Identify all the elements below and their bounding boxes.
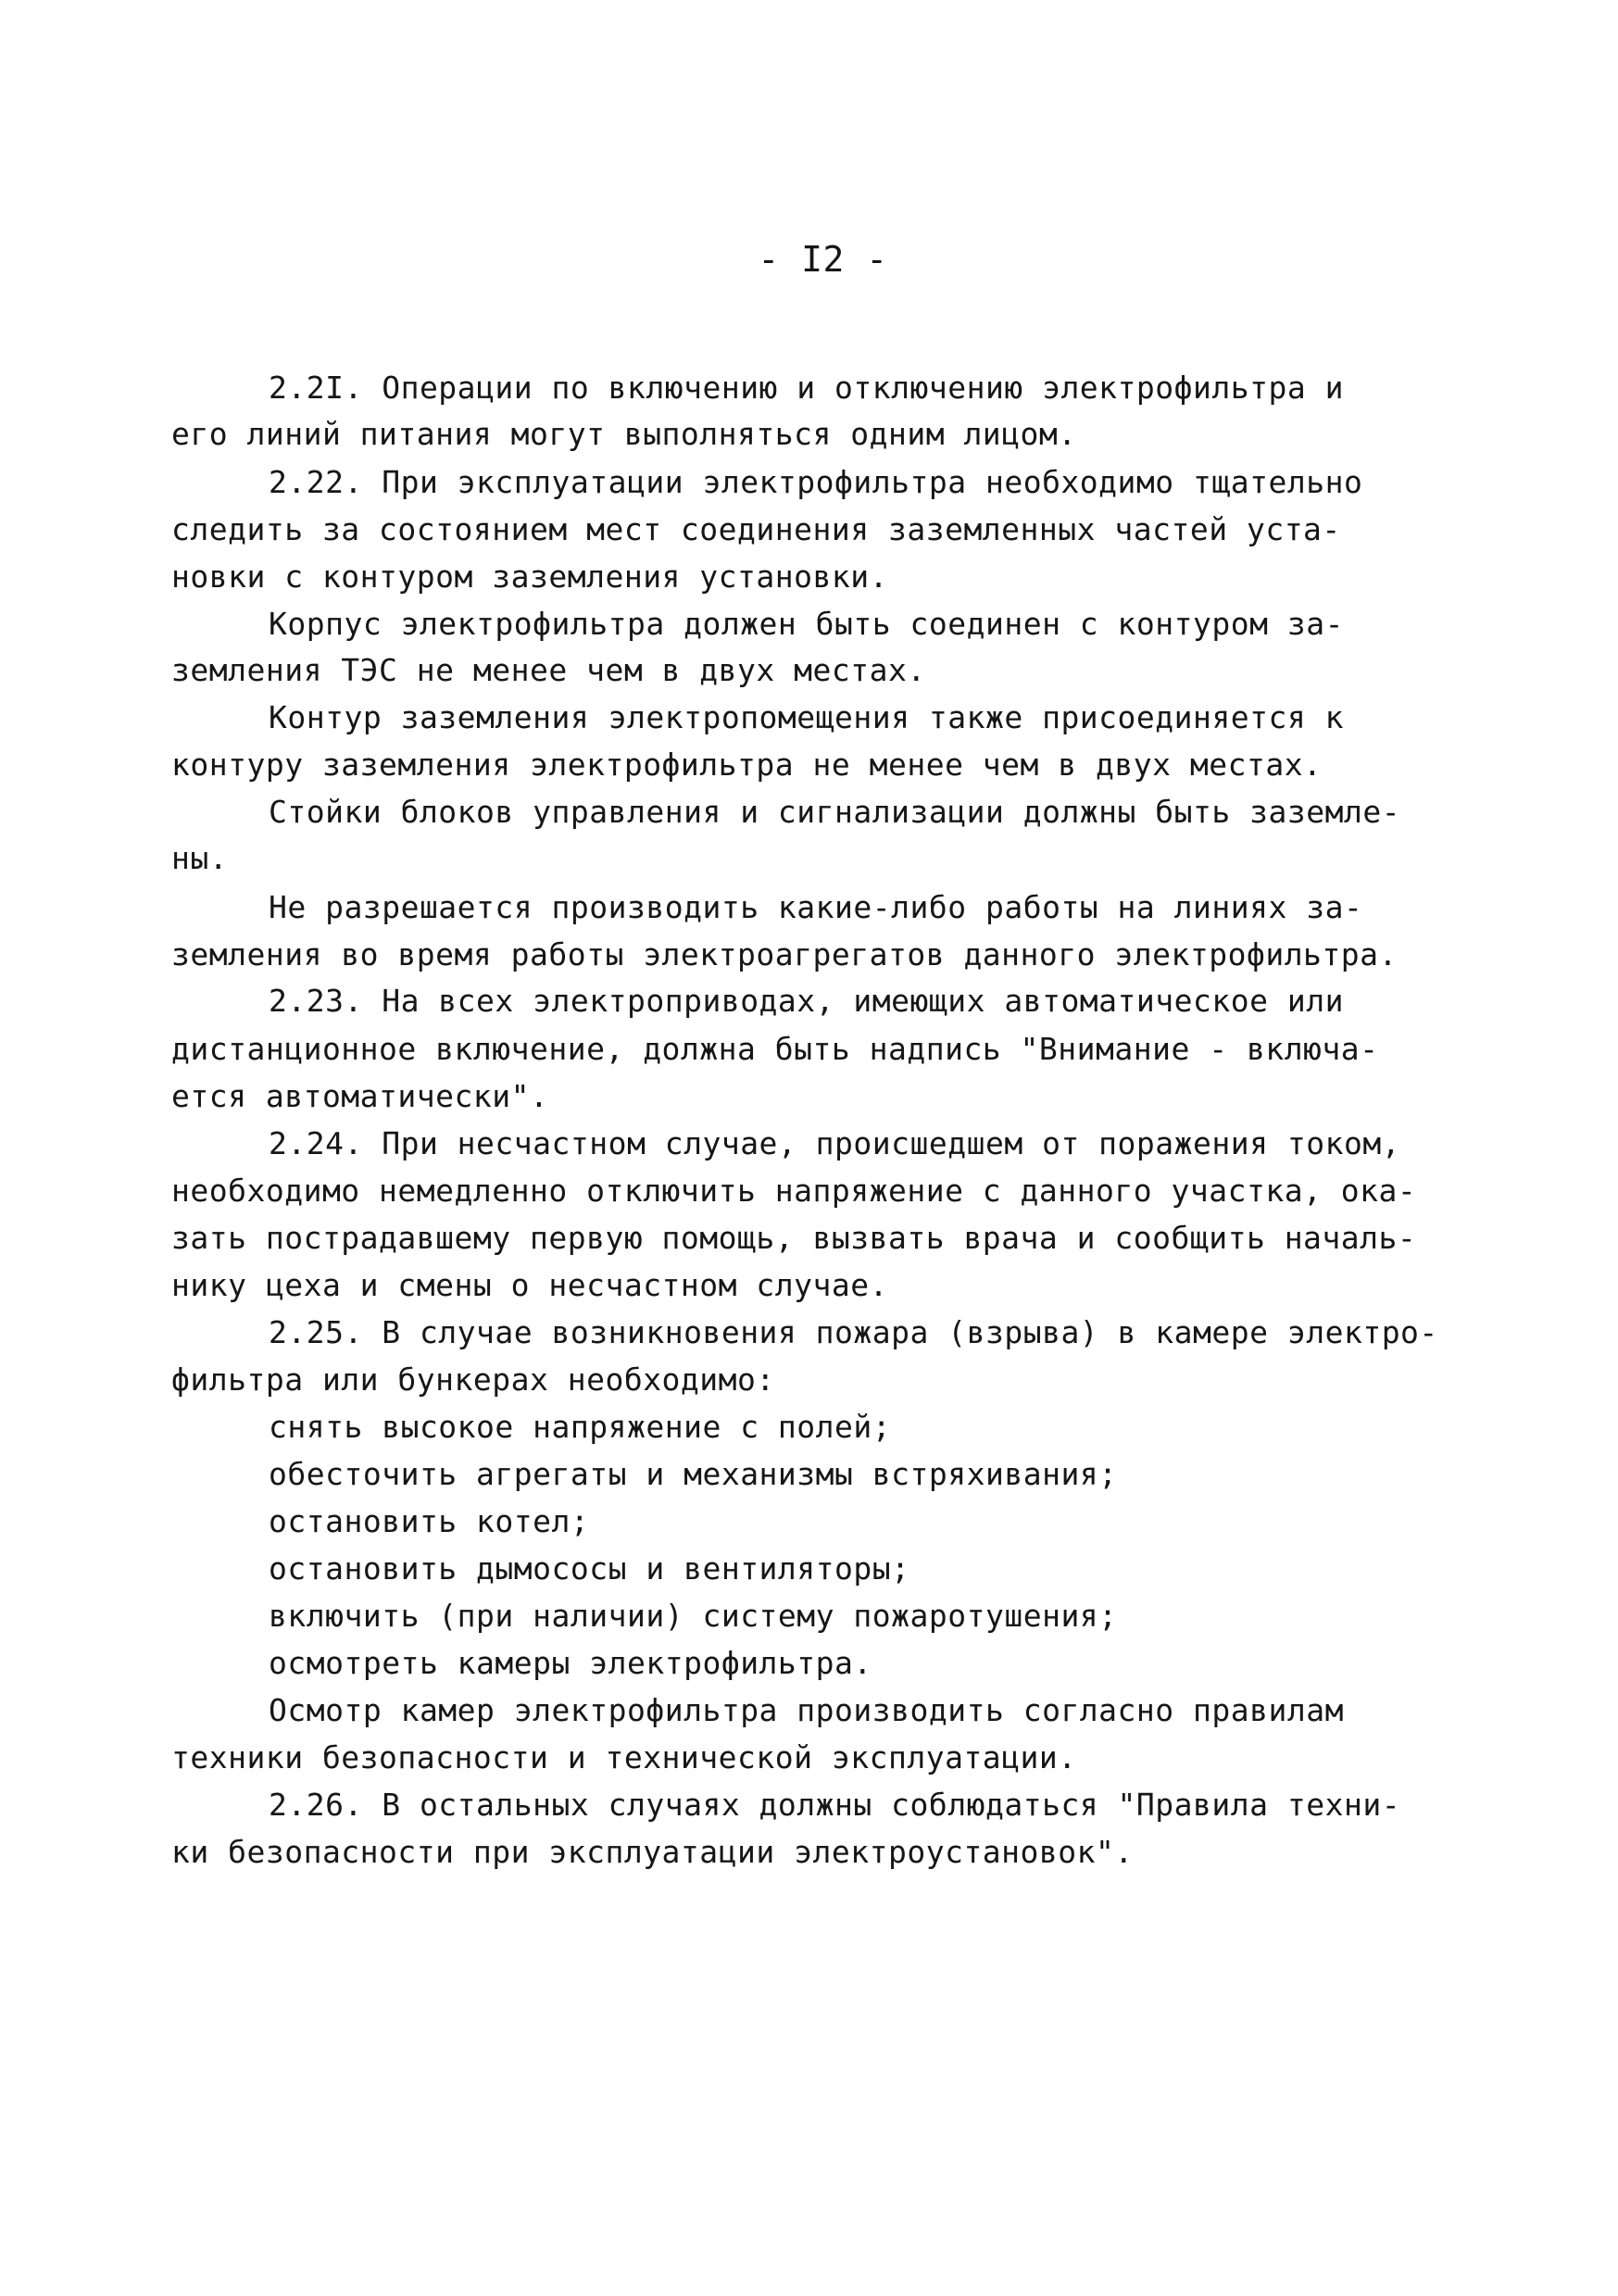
text-line: остановить дымососы и вентиляторы; — [269, 1550, 910, 1587]
text-line: Корпус электрофильтра должен быть соединен с контуром за- — [269, 606, 1344, 642]
text-line: Осмотр камер электрофильтра производить согласно правилам — [269, 1692, 1344, 1728]
text-line: снять высокое напряжение с полей; — [269, 1409, 892, 1445]
text-line: 2.23. На всех электроприводах, имеющих автоматическое или — [269, 983, 1344, 1019]
text-line: остановить котел; — [269, 1503, 590, 1539]
text-line: новки с контуром заземления установки. — [171, 558, 888, 595]
text-line: ны. — [171, 840, 229, 876]
text-line: земления ТЭС не менее чем в двух местах. — [171, 652, 926, 688]
text-line: его линий питания могут выполняться одним лицом. — [171, 416, 1077, 452]
page-number: - I2 - — [758, 239, 888, 280]
text-line: контуру заземления электрофильтра не менее чем в двух местах. — [171, 747, 1323, 783]
text-line: 2.2I. Операции по включению и отключению электрофильтра и — [269, 370, 1344, 406]
text-line: дистанционное включение, должна быть надпись "Внимание - включа- — [171, 1031, 1379, 1067]
text-line: 2.26. В остальных случаях должны соблюдаться "Правила техни- — [269, 1787, 1401, 1823]
text-line: Стойки блоков управления и сигнализации должны быть заземле- — [269, 794, 1401, 830]
text-line: необходимо немедленно отключить напряжение с данного участка, ока- — [171, 1173, 1417, 1209]
text-line: 2.22. При эксплуатации электрофильтра необходимо тщательно — [269, 464, 1363, 500]
text-line: техники безопасности и технической эксплуатации. — [171, 1739, 1077, 1775]
text-line: 2.24. При несчастном случае, происшедшем от поражения током, — [269, 1125, 1401, 1161]
text-line: Контур заземления электропомещения также присоединяется к — [269, 699, 1344, 735]
text-line: 2.25. В случае возникновения пожара (взрыва) в камере электро- — [269, 1314, 1438, 1350]
text-line: следить за состоянием мест соединения заземленных частей уста- — [171, 511, 1341, 547]
text-line: ется автоматически". — [171, 1078, 549, 1114]
text-line: осмотреть камеры электрофильтра. — [269, 1645, 872, 1681]
text-line: фильтра или бункерах необходимо: — [171, 1361, 775, 1398]
text-line: нику цеха и смены о несчастном случае. — [171, 1267, 888, 1303]
text-line: Не разрешается производить какие-либо работы на линиях за- — [269, 889, 1363, 925]
text-line: земления во время работы электроагрегатов данного электрофильтра. — [171, 936, 1398, 972]
text-line: включить (при наличии) систему пожаротушения; — [269, 1598, 1118, 1634]
text-line: ки безопасности при эксплуатации электроустановок". — [171, 1834, 1134, 1870]
text-line: зать пострадавшему первую помощь, вызвать врача и сообщить началь- — [171, 1220, 1417, 1256]
text-line: обесточить агрегаты и механизмы встряхивания; — [269, 1456, 1118, 1492]
